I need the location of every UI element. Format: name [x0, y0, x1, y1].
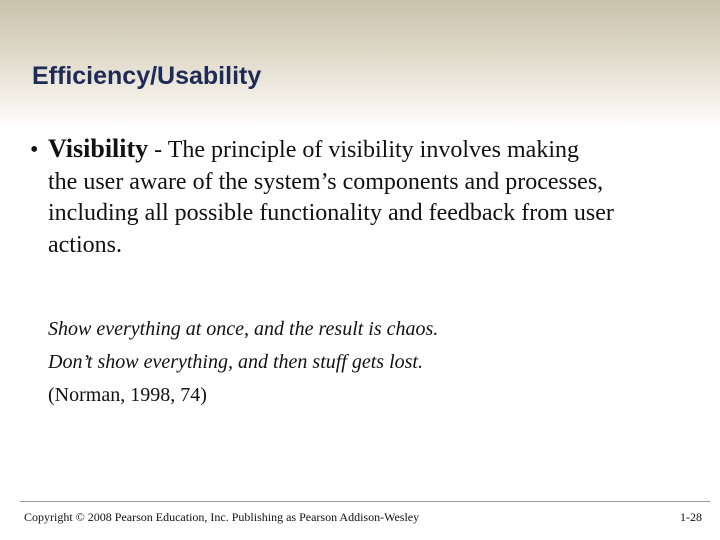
quote-line-2: Don’t show everything, and then stuff gets lost. — [48, 351, 423, 373]
quote-line-1: Show everything at once, and the result is chaos. — [48, 318, 439, 340]
norman-quote — [48, 313, 438, 412]
bullet-term: Visibility — [48, 134, 149, 163]
bullet-visibility — [30, 133, 690, 261]
slide-title: Efficiency/Usability — [32, 62, 262, 90]
bullet-marker: • — [30, 137, 39, 163]
footer-divider — [20, 501, 710, 502]
bullet-continuation-text: the user aware of the system’s components and processes, including all possible functionality and feedback from user actions. — [48, 168, 614, 258]
bullet-lead-text: - The principle of visibility involves making — [148, 137, 579, 163]
bullet-first-line — [30, 133, 690, 167]
quote-citation: (Norman, 1998, 74) — [48, 384, 207, 406]
footer-page-number: 1-28 — [680, 510, 702, 524]
footer-copyright: Copyright © 2008 Pearson Education, Inc. Publishing as Pearson Addison-Wesley — [24, 510, 420, 524]
